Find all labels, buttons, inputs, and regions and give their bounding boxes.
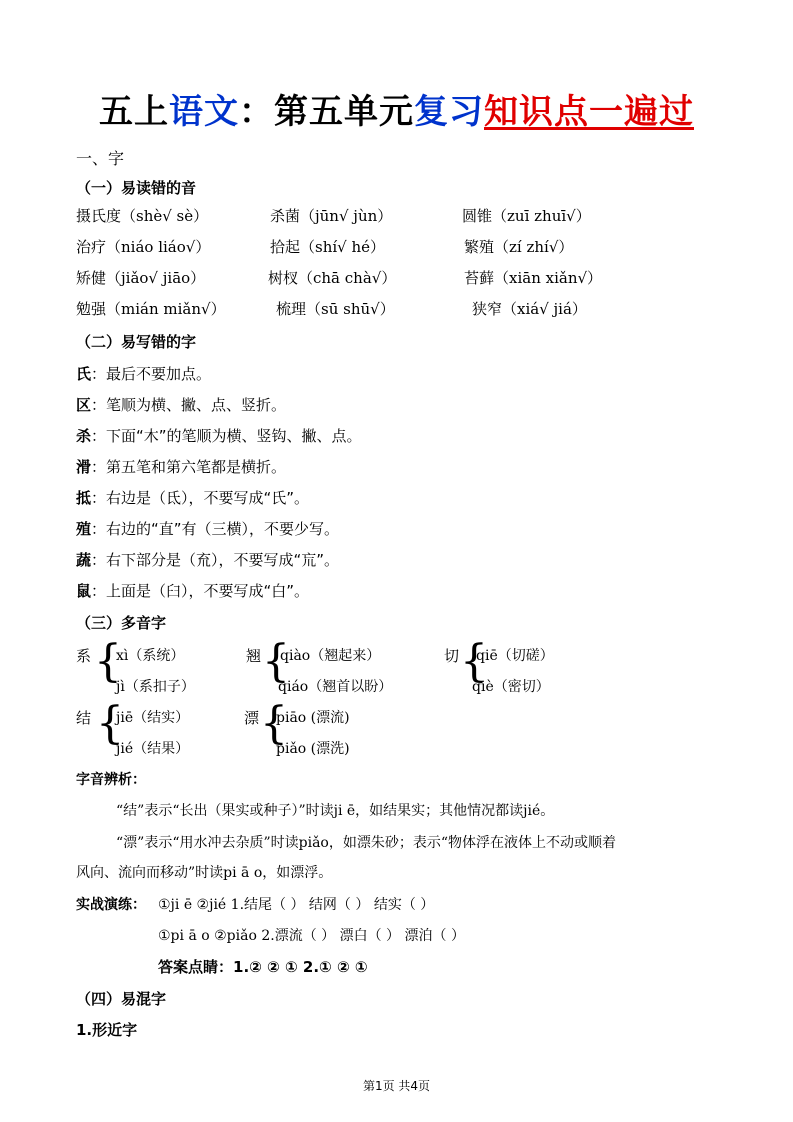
section-heading-characters: 一、字	[76, 149, 125, 168]
brace-icon: {	[94, 636, 122, 687]
pron-item: 苔藓（xiān xiǎn√）	[464, 269, 603, 287]
pron-item: 梳理（sū shū√）	[276, 300, 395, 318]
pron-item: 矫健（jiǎo√ jiāo）	[76, 269, 206, 287]
analysis-text-2b: 风向、流向而移动”时读pi ā o，如漂浮。	[76, 865, 333, 881]
subheading-miswritten: （二）易写错的字	[76, 333, 197, 351]
poly-reading-a: jiē（结实）	[116, 710, 190, 726]
write-item-char: 鼠	[76, 582, 92, 600]
write-item-text: ：下面“木”的笔顺为横、竖钩、撇、点。	[91, 427, 362, 445]
write-item	[76, 580, 309, 601]
write-item	[76, 425, 362, 446]
analysis-text-2a: “漂”表示“用水冲去杂质”时读piǎo，如漂朱砂；表示“物体浮在液体上不动或顺着	[116, 835, 616, 851]
write-item-char: 滑	[76, 458, 92, 476]
pron-item: 树杈（chā chà√）	[268, 269, 397, 287]
pron-item: 勉强（mián miǎn√）	[76, 300, 226, 318]
write-item	[76, 518, 339, 539]
poly-reading-b: jì（系扣子）	[116, 679, 195, 695]
poly-char: 漂	[244, 709, 260, 727]
brace-icon: {	[460, 636, 488, 687]
poly-char: 切	[444, 647, 460, 665]
write-item	[76, 363, 211, 384]
subheading-misread: （一）易读错的音	[76, 179, 197, 197]
title-part-1: 五上	[99, 92, 169, 132]
subheading-similar-shape: 1.形近字	[76, 1021, 138, 1039]
poly-reading-b: qiáo（翘首以盼）	[278, 679, 393, 695]
write-item-char: 氏	[76, 365, 92, 383]
write-item-text: ：右边是（氐），不要写成“氏”。	[91, 489, 310, 507]
write-item	[76, 456, 286, 477]
poly-char: 系	[76, 647, 92, 665]
analysis-text-1: “结”表示“长出（果实或种子）”时读ji ē，如结果实；其他情况都读jié。	[116, 803, 555, 819]
write-item-text: ：最后不要加点。	[91, 365, 212, 383]
write-item	[76, 487, 309, 508]
write-item-char: 抵	[76, 489, 92, 507]
pron-item: 摄氏度（shè√ sè）	[76, 207, 209, 225]
analysis-label: 字音辨析：	[76, 772, 146, 788]
write-item-char: 杀	[76, 427, 92, 445]
subheading-polyphones: （三）多音字	[76, 614, 167, 632]
title-part-5: 知识点一遍过	[484, 92, 694, 132]
answer-key: 答案点睛：1.② ② ① 2.① ② ①	[158, 958, 368, 976]
write-item-char: 蔬	[76, 551, 92, 569]
title-part-2: 语文	[169, 92, 239, 132]
page-title	[0, 84, 793, 133]
poly-reading-a: qiē（切磋）	[476, 648, 554, 664]
title-part-4: 复习	[414, 92, 484, 132]
poly-reading-b: jié（结果）	[116, 741, 190, 757]
practice-label: 实战演练：	[76, 897, 146, 913]
pron-item: 拾起（shí√ hé）	[270, 238, 386, 256]
subheading-confusable: （四）易混字	[76, 990, 167, 1008]
poly-char: 结	[76, 709, 92, 727]
poly-reading-b: piǎo (漂洗)	[276, 741, 350, 757]
pron-item: 圆锥（zuī zhuī√）	[462, 207, 591, 225]
pron-item: 狭窄（xiá√ jiá）	[472, 300, 587, 318]
poly-char: 翘	[246, 647, 262, 665]
poly-reading-b: qiè（密切）	[472, 679, 550, 695]
write-item-char: 殖	[76, 520, 92, 538]
pron-item: 治疗（niáo liáo√）	[76, 238, 211, 256]
write-item-text: ：第五笔和第六笔都是横折。	[91, 458, 287, 476]
brace-icon: {	[262, 636, 290, 687]
write-item	[76, 549, 339, 570]
write-item	[76, 394, 286, 415]
brace-icon: {	[96, 698, 124, 749]
write-item-char: 区	[76, 396, 92, 414]
write-item-text: ：右边的“直”有（三横），不要少写。	[91, 520, 340, 538]
brace-icon: {	[260, 698, 288, 749]
poly-reading-a: xì（系统）	[116, 648, 185, 664]
page-number: 第1页 共4页	[362, 1079, 431, 1093]
write-item-text: ：笔顺为横、撇、点、竖折。	[91, 396, 287, 414]
poly-reading-a: piāo (漂流)	[276, 710, 350, 726]
write-item-text: ：右下部分是（㐬），不要写成“巟”。	[91, 551, 340, 569]
write-item-text: ：上面是（臼），不要写成“白”。	[91, 582, 310, 600]
pron-item: 繁殖（zí zhí√）	[464, 238, 574, 256]
pron-item: 杀菌（jūn√ jùn）	[270, 207, 393, 225]
poly-reading-a: qiào（翘起来）	[280, 648, 381, 664]
practice-line-1: ①ji ē ②jié 1.结尾（ ） 结网（ ） 结实（ ）	[158, 897, 435, 913]
practice-line-2: ①pi ā o ②piǎo 2.漂流（ ） 漂白（ ） 漂泊（ ）	[158, 928, 465, 944]
title-part-3: ：第五单元	[239, 92, 414, 132]
